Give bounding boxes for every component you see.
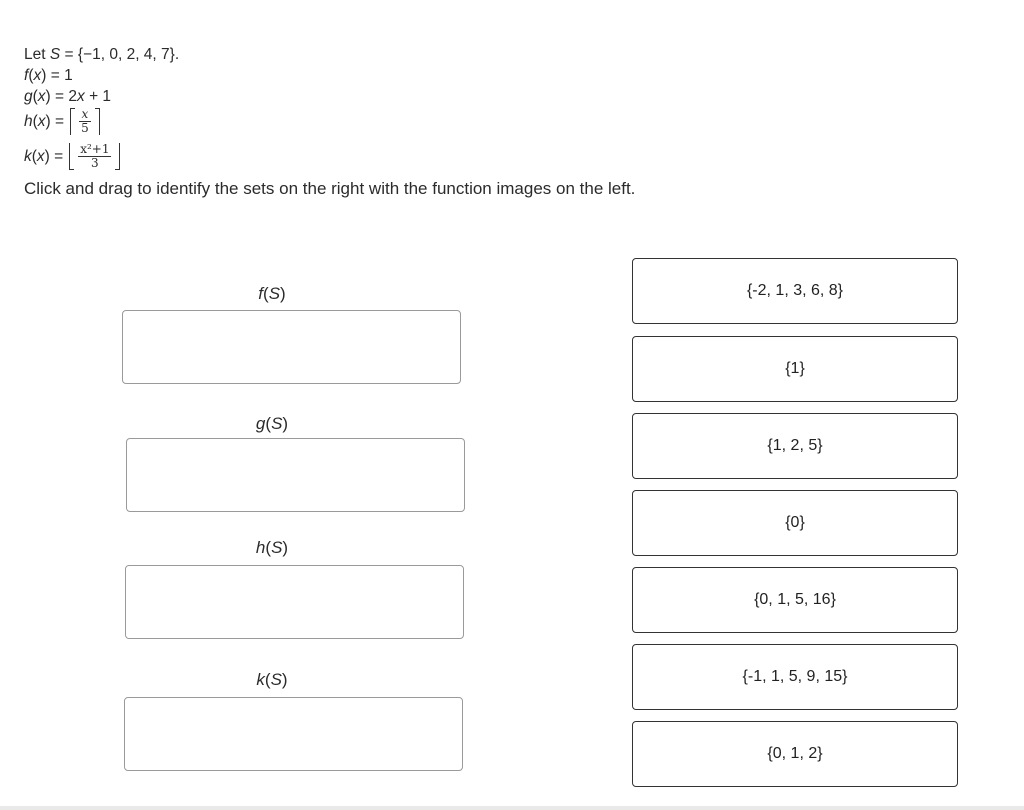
draggable-set-option[interactable]: {0, 1, 5, 16} [632,567,958,633]
dropzone-g[interactable] [126,438,465,512]
floor-expression: $\frac{\text{x²+1}}{3}$ [69,143,120,170]
g-definition: g(x) = 2x + 1 [24,88,112,105]
draggable-set-option[interactable]: {-1, 1, 5, 9, 15} [632,644,958,710]
draggable-set-option[interactable]: {0} [632,490,958,556]
draggable-set-option[interactable]: {0, 1, 2} [632,721,958,787]
target-label-k: k(S) [256,670,288,689]
instruction-text: Click and drag to identify the sets on the right with the function images on the left. [24,179,636,198]
draggable-set-option[interactable]: {1} [632,336,958,402]
bottom-divider [0,806,1024,810]
set-definition: Let S = {−1, 0, 2, 4, 7}. [24,46,180,63]
f-definition: f(x) = 1 [24,67,73,84]
problem-statement [24,44,635,200]
draggable-set-option[interactable]: {1, 2, 5} [632,413,958,479]
dropzone-h[interactable] [125,565,464,639]
dropzone-k[interactable] [124,697,463,771]
ceiling-expression: $\frac{x}{5}$ [70,108,100,135]
target-label-h: h(S) [255,538,289,557]
draggable-set-option[interactable]: {-2, 1, 3, 6, 8} [632,258,958,324]
dropzone-f[interactable] [122,310,461,384]
target-label-f: f(S) [258,284,286,303]
target-label-g: g(S) [255,414,289,433]
h-definition: h(x) = $\frac{x}{5}$ [24,107,635,136]
k-definition: k(x) = $\frac{\text{x²+1}}{3}$ [24,136,635,176]
